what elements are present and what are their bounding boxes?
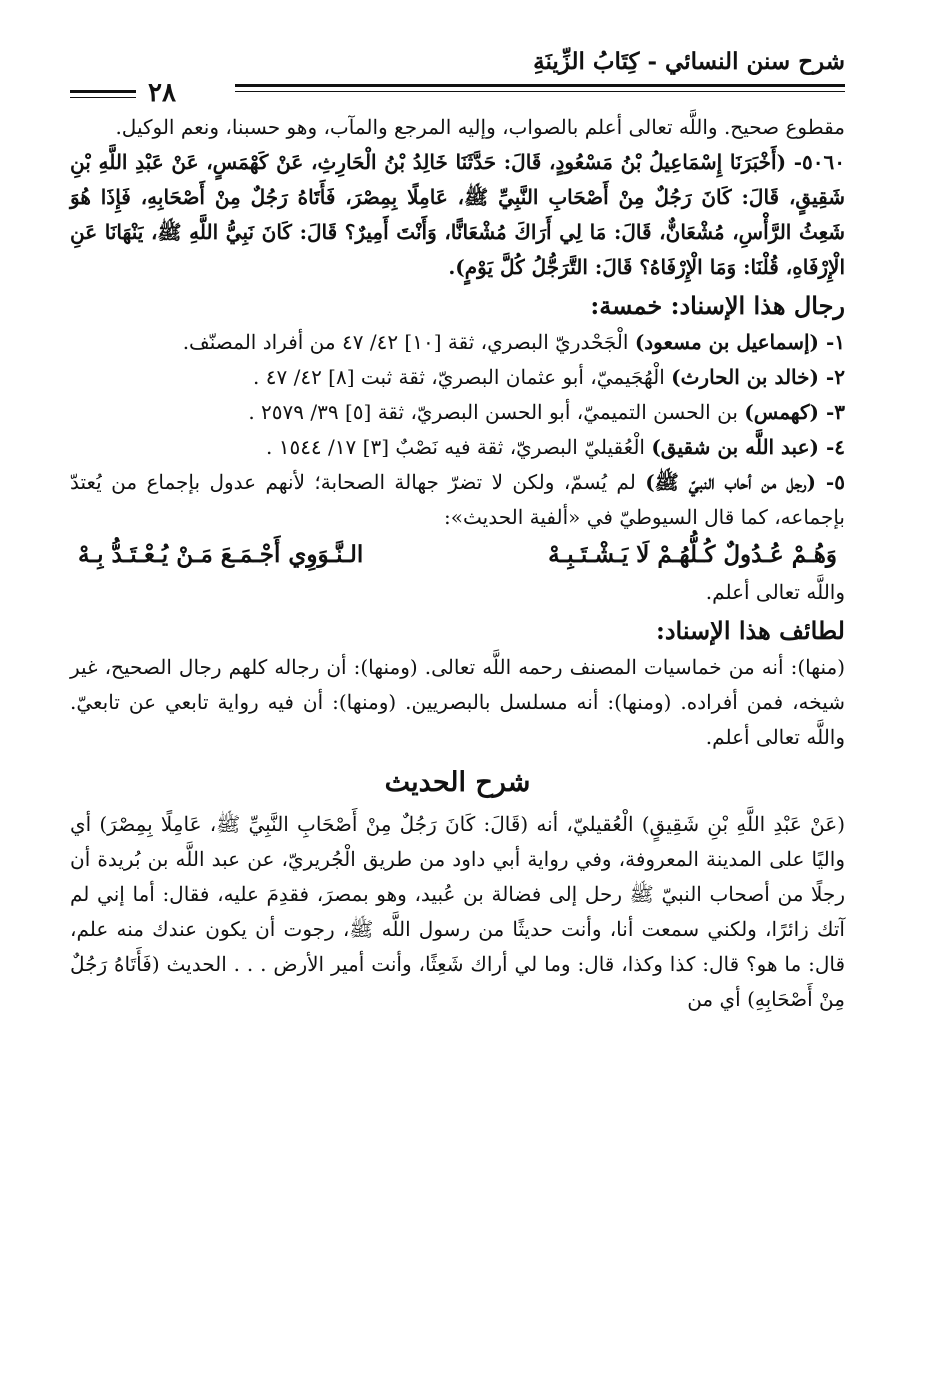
narrator-name: ٣- (كهمس): [744, 400, 845, 424]
page-body: [70, 110, 845, 1017]
hadith-text: ٥٠٦٠- (أَخْبَرَنَا إِسْمَاعِيلُ بْنُ مَسْعُودٍ، قَالَ: حَدَّثَنَا خَالِدُ بْنُ الْحَارِثِ، عَنْ كَهْمَسٍ، عَنْ عَبْدِ اللَّهِ بْنِ شَقِيقٍ، قَالَ: كَانَ رَجُلٌ مِنْ أَصْحَابِ النَّبِيِّ ﷺ، عَامِلًا بِمِصْرَ، فَأَتَاهُ رَجُلٌ مِنْ أَصْحَابِهِ، فَإِذَا هُوَ شَعِثُ الرَّأْسِ، مُشْعَانٌّ، قَالَ: مَا لِي أَرَاكَ مُشْعَانًّا، وَأَنْتَ أَمِيرٌ؟ قَالَ: كَانَ نَبِيُّ اللَّهِ ﷺ، يَنْهَانَا عَنِ الْإِرْفَاهِ، قُلْنَا: وَمَا الْإِرْفَاهُ؟ قَالَ: التَّرَجُّلُ كُلَّ يَوْمٍ).: [70, 150, 845, 279]
narrator-item: [70, 430, 845, 465]
poetry-verse: [70, 535, 845, 575]
narrator-item: [70, 325, 845, 360]
lataif-paragraph: (منها): أنه من خماسيات المصنف رحمه اللَّه تعالى. (ومنها): أن رجاله كلهم رجال الصحيح، غير شيخه، فمن أفراده. (ومنها): أنه مسلسل بالبصريين. (ومنها): أن فيه رواية تابعي عن تابعيّ. واللَّه تعالى أعلم.: [70, 655, 845, 749]
running-title: شرح سنن النسائي - كِتَابُ الزِّينَةِ: [533, 48, 845, 75]
page-number: ٢٨: [148, 78, 176, 108]
page-number-rule-thin: [70, 97, 136, 98]
sharh-heading: شرح الحديث: [384, 767, 531, 798]
narrator-details: لم يُسمّ، ولكن لا تضرّ جهالة الصحابة؛ لأنهم عدول بإجماع من يُعتدّ بإجماعه، كما قال السيوطيّ في «ألفية الحديث»:: [70, 470, 845, 529]
header-rule-thin: [235, 91, 845, 92]
lataif-heading: لطائف هذا الإسناد:: [655, 616, 845, 645]
page-number-rule: [70, 90, 136, 93]
intro-paragraph: مقطوع صحيح. واللَّه تعالى أعلم بالصواب، وإليه المرجع والمآب، وهو حسبنا، ونعم الوكيل.: [115, 115, 845, 139]
narrator-name: ٥- (رجل من أحاب النبيّ ﷺ): [645, 470, 845, 494]
header-rule: [235, 84, 845, 87]
sharh-paragraph: (عَنْ عَبْدِ اللَّهِ بْنِ شَقِيقٍ) الْعُقيليّ، أنه (قَالَ: كَانَ رَجُلٌ مِنْ أَصْحَابِ النَّبِيِّ ﷺ، عَامِلًا بِمِصْرَ) أي واليًا على المدينة المعروفة، وفي رواية أبي داود من طريق الْجُريريّ، عن عبد اللَّه بن بُريدة أن رجلًا من أصحاب النبيّ ﷺ رحل إلى فضالة بن عُبيد، وهو بمصرَ، فقدِمَ عليه، فقال: أما إني لم آتك زائرًا، ولكني سمعت أنا، وأنت حديثًا من رسول اللَّه ﷺ، رجوت أن يكون عندك منه علم، قال: ما هو؟ قال: كذا وكذا، قال: وما لي أراك شَعِثًا، وأنت أمير الأرض . . . الحديث (فَأَتَاهُ رَجُلٌ مِنْ أَصْحَابِهِ) أي من: [70, 812, 845, 1011]
narrator-name: ٤- (عبد اللَّه بن شقيق): [651, 435, 845, 459]
narrator-details: الْعُقيليّ البصريّ، ثقة فيه نَصْبٌ [٣] ١٧/ ١٥٤٤ .: [265, 435, 652, 459]
narrator-details: الْجَحْدريّ البصري، ثقة [١٠] ٤٢/ ٤٧ من أفراد المصنّف.: [182, 330, 635, 354]
closing-remark: واللَّه تعالى أعلم.: [705, 580, 845, 604]
narrators-heading: رجال هذا الإسناد: خمسة:: [590, 291, 845, 320]
narrator-item: [70, 360, 845, 395]
narrator-details: الْهُجَيميّ، أبو عثمان البصريّ، ثقة ثبت [٨] ٤٢/ ٤٧ .: [253, 365, 672, 389]
narrator-name: ٢- (خالد بن الحارث): [671, 365, 845, 389]
narrator-item: [70, 395, 845, 430]
page-header: [70, 40, 845, 110]
narrator-details: بن الحسن التميميّ، أبو الحسن البصريّ، ثقة [٥] ٣٩/ ٢٥٧٩ .: [248, 400, 745, 424]
verse-first-hemistich: وَهُـمْ عُـدُولٌ كُـلُّهُـمْ لَا يَـشْـتَـبِـهْ: [548, 541, 837, 568]
document-page: [70, 40, 845, 1017]
verse-second-hemistich: الـنَّـوَوِي أَجْـمَـعَ مَـنْ يُـعْـتَـدُّ بِـهْ: [78, 541, 364, 568]
narrator-name: ١- (إسماعيل بن مسعود): [634, 330, 845, 354]
narrator-item: [70, 465, 845, 535]
